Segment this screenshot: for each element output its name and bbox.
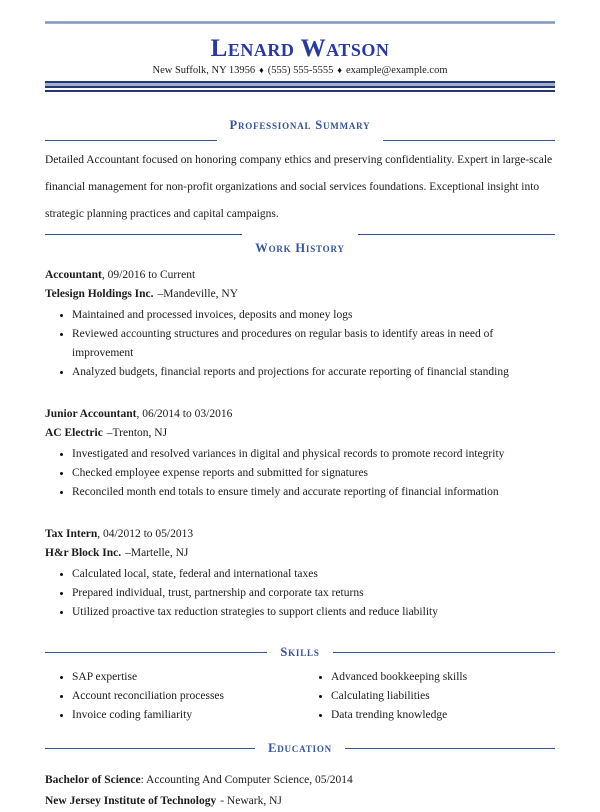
contact-location: New Suffolk, NY 13956 (152, 64, 256, 76)
skill-item: • SAP expertise (72, 668, 296, 687)
job-company: H&r Block Inc. (45, 547, 122, 559)
contact-email: example@example.com (345, 64, 448, 76)
job-bullet: • Prepared individual, trust, partnership and corporate tax returns (72, 584, 555, 603)
education-degree: Bachelor of Science (45, 774, 141, 786)
job-dates: , 04/2012 to 05/2013 (97, 528, 194, 540)
job-bullet: • Utilized proactive tax reduction strategies to support clients and reduce liability (72, 603, 555, 622)
heading-rule-right (345, 748, 555, 750)
job-title: Tax Intern (45, 528, 98, 540)
job-title-line (45, 525, 555, 544)
heading-rule-left (45, 234, 242, 236)
section-title: Skills (280, 645, 320, 659)
job-title-line (45, 266, 555, 285)
skills-columns (45, 668, 555, 725)
job-entry (45, 405, 555, 502)
job-bullet: • Calculated local, state, federal and international taxes (72, 565, 555, 584)
resume-header (45, 35, 555, 76)
heading-rule-right (383, 140, 555, 142)
section-heading-work-history (45, 241, 555, 256)
job-bullet: • Reviewed accounting structures and procedures on regular basis to identify areas in need of improvement (72, 325, 555, 363)
job-title-line (45, 405, 555, 424)
education-school-line (45, 791, 555, 812)
job-company-line (45, 424, 555, 443)
education-school: New Jersey Institute of Technology (45, 795, 217, 807)
job-company: AC Electric (45, 427, 103, 439)
job-title: Junior Accountant (45, 408, 137, 420)
double-rule-thin (45, 90, 555, 93)
job-company-line (45, 285, 555, 304)
skill-item: • Data trending knowledge (331, 706, 555, 725)
job-company: Telesign Holdings Inc. (45, 288, 154, 300)
job-bullet-list (45, 306, 555, 382)
contact-line (45, 65, 555, 76)
diamond-separator-icon: ♦ (337, 64, 342, 75)
section-heading-skills (45, 645, 555, 660)
double-rule-band (45, 81, 555, 88)
job-company-line (45, 544, 555, 563)
heading-rule-right (358, 234, 555, 236)
job-bullet: • Investigated and resolved variances in digital and physical records to promote record integrity (72, 445, 555, 464)
heading-rule-left (45, 140, 217, 142)
job-title: Accountant (45, 269, 102, 281)
job-bullet-list (45, 445, 555, 502)
job-bullet: • Checked employee expense reports and submitted for signatures (72, 464, 555, 483)
job-entry (45, 525, 555, 622)
skill-item: • Invoice coding familiarity (72, 706, 296, 725)
skill-item: • Account reconciliation processes (72, 687, 296, 706)
section-title: Professional Summary (229, 118, 371, 132)
skills-list-left (45, 668, 296, 725)
section-heading-summary (45, 118, 555, 133)
job-location: –Mandeville, NY (157, 288, 239, 300)
skill-item: • Advanced bookkeeping skills (331, 668, 555, 687)
resume-name: Lenard Watson (210, 35, 390, 62)
education-entry (45, 770, 555, 812)
contact-phone: (555) 555-5555 (267, 64, 334, 76)
job-bullet: • Maintained and processed invoices, deposits and money logs (72, 306, 555, 325)
diamond-separator-icon: ♦ (259, 64, 264, 75)
job-dates: , 09/2016 to Current (101, 269, 196, 281)
skill-item: • Calculating liabilities (331, 687, 555, 706)
job-entry (45, 266, 555, 382)
summary-paragraph: Detailed Accountant focused on honoring company ethics and preserving confidentiality. Expert in large-scale financial management for non-profit organizations and social services foundations. Exceptional insight into strategic planning practices and capital campaigns. (45, 154, 553, 220)
top-rule (45, 21, 555, 24)
education-degree-detail: : Accounting And Computer Science, 05/2014 (140, 774, 353, 786)
education-degree-line (45, 770, 555, 791)
heading-rule-right (333, 652, 555, 654)
job-location: –Martelle, NJ (125, 547, 189, 559)
section-title: Work History (255, 241, 345, 255)
header-double-rule (45, 81, 555, 93)
skills-list-right (296, 668, 555, 725)
job-bullet: • Reconciled month end totals to ensure timely and accurate reporting of financial information (72, 483, 555, 502)
section-title: Education (268, 741, 332, 755)
heading-rule-left (45, 652, 267, 654)
heading-rule-left (45, 748, 255, 750)
job-bullet-list (45, 565, 555, 622)
job-location: –Trenton, NJ (106, 427, 168, 439)
job-bullet: • Analyzed budgets, financial reports and projections for accurate reporting of financial standing (72, 363, 555, 382)
section-heading-education (45, 741, 555, 756)
education-school-location: - Newark, NJ (220, 795, 282, 807)
job-dates: , 06/2014 to 03/2016 (136, 408, 233, 420)
